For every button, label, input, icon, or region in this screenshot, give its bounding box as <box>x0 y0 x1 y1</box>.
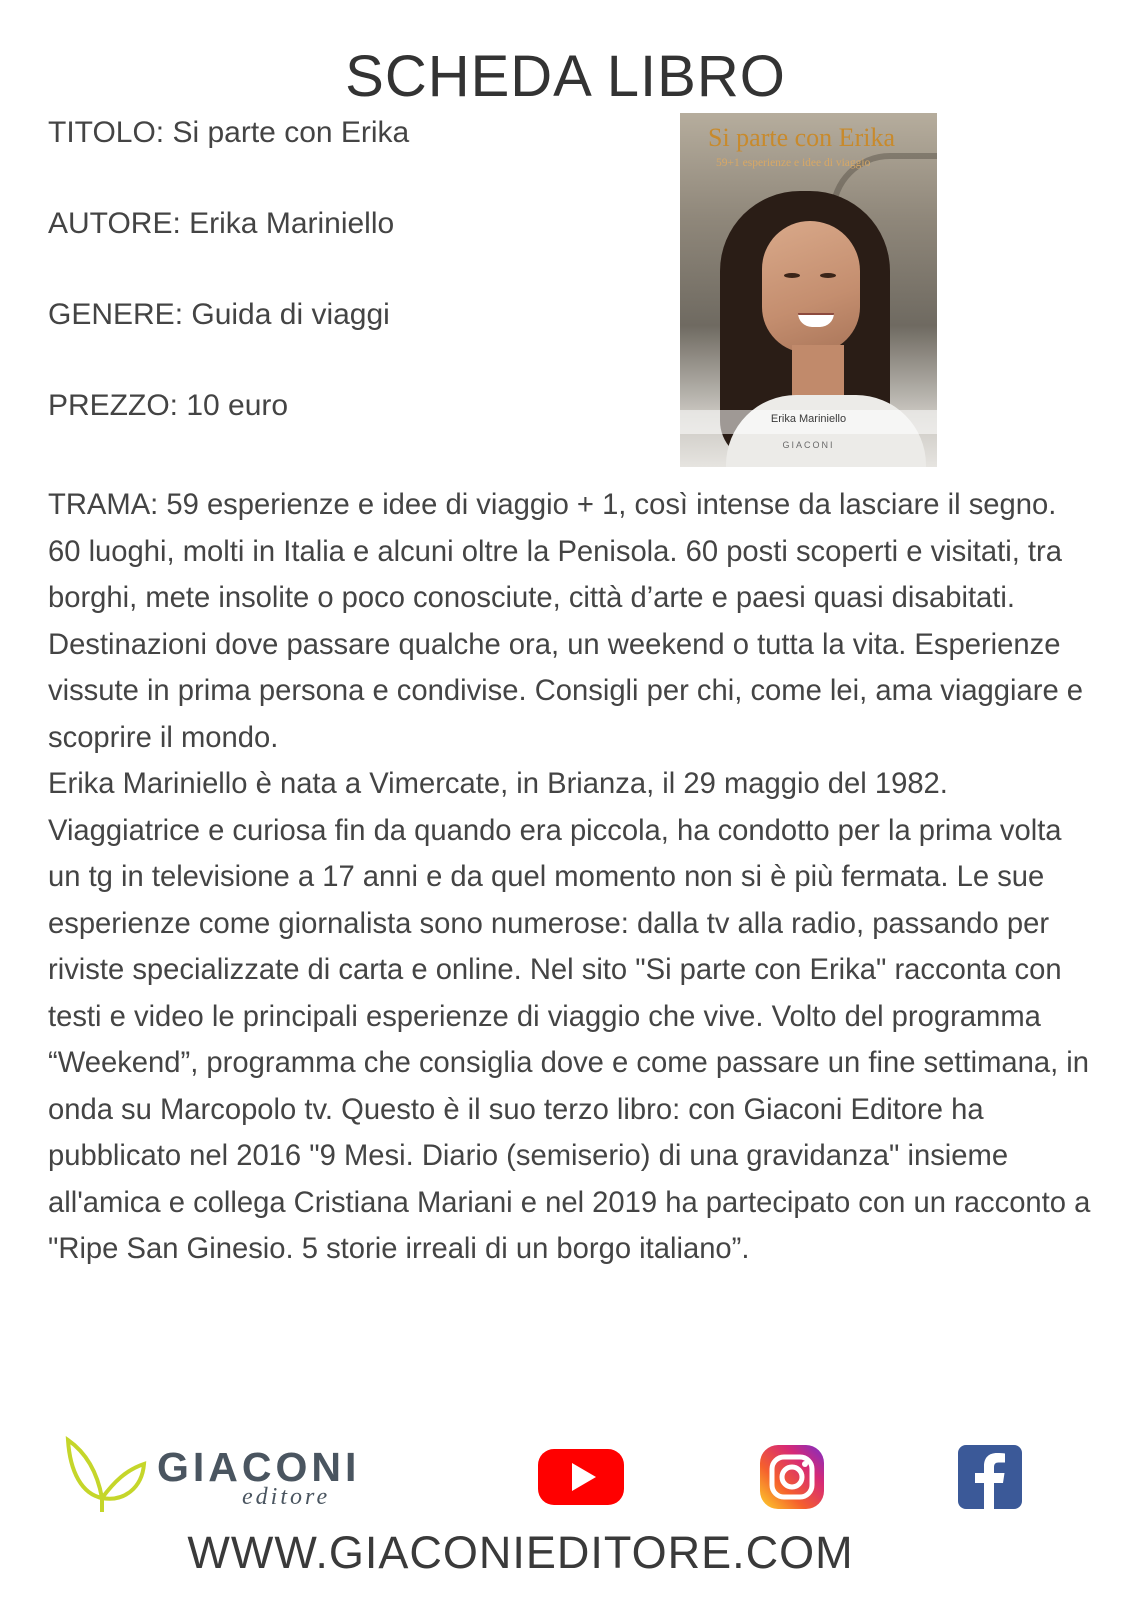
field-titolo: TITOLO: Si parte con Erika <box>48 116 410 149</box>
logo-wordmark: GIACONI <box>157 1444 361 1490</box>
cover-subtitle: 59+1 esperienze e idee di viaggio <box>716 157 871 169</box>
synopsis-text: TRAMA: 59 esperienze e idee di viaggio + 1, così intense da lasciare il segno. 60 luoghi, molti in Italia e alcuni oltre la Penisola. 60 posti scoperti e visitati, tra borghi, mete insolite o poco conosciute, città d’arte e paesi quasi disabitati. Destinazioni dove passare qualche ora, un weekend o tutta la vita. Esperienze vissute in prima persona e condivise. Consigli per chi, come lei, ama viaggiare e scoprire il mondo. <box>48 489 1084 754</box>
giaconi-logo[interactable] <box>62 1432 362 1514</box>
youtube-icon[interactable] <box>536 1443 626 1511</box>
cover-portrait-eye <box>820 273 836 278</box>
page-title: SCHEDA LIBRO <box>345 44 786 109</box>
author-bio-text: Erika Mariniello è nata a Vimercate, in Brianza, il 29 maggio del 1982. Viaggiatrice e curiosa fin da quando era piccola, ha condotto per la prima volta un tg in televisione a 17 anni e da quel momento non si è più fermata. Le sue esperienze come giornalista sono numerose: dalla tv alla radio, passando per riviste specializzate di carta e online. Nel sito "Si parte con Erika" racconta con testi e video le principali esperienze di viaggio che vive. Volto del programma “Weekend”, programma che consiglia dove e come passare un fine settimana, in onda su Marcopolo tv. Questo è il suo terzo libro: con Giaconi Editore ha pubblicato nel 2016 "9 Mesi. Diario (semiserio) di una gravidanza" insieme all'amica e collega Cristiana Mariani e nel 2019 ha partecipato con un racconto a "Ripe San Ginesio. 5 storie irreali di un borgo italiano”. <box>48 768 1091 1265</box>
field-prezzo: PREZZO: 10 euro <box>48 389 289 422</box>
instagram-icon[interactable] <box>758 1443 826 1511</box>
cover-author: Erika Mariniello <box>770 413 847 425</box>
field-genere: GENERE: Guida di viaggi <box>48 298 390 331</box>
leaf-icon <box>62 1432 148 1514</box>
logo-subtitle: editore <box>242 1484 331 1510</box>
field-autore: AUTORE: Erika Mariniello <box>48 207 395 240</box>
facebook-icon[interactable] <box>956 1443 1024 1511</box>
website-link[interactable]: WWW.GIACONIEDITORE.COM <box>187 1527 854 1578</box>
cover-title: Si parte con Erika <box>708 123 895 152</box>
cover-portrait-face <box>762 221 860 353</box>
cover-portrait-eye <box>784 273 800 278</box>
book-cover <box>680 113 937 467</box>
synopsis-block <box>48 482 1093 1273</box>
cover-publisher: GIACONI <box>782 440 835 450</box>
